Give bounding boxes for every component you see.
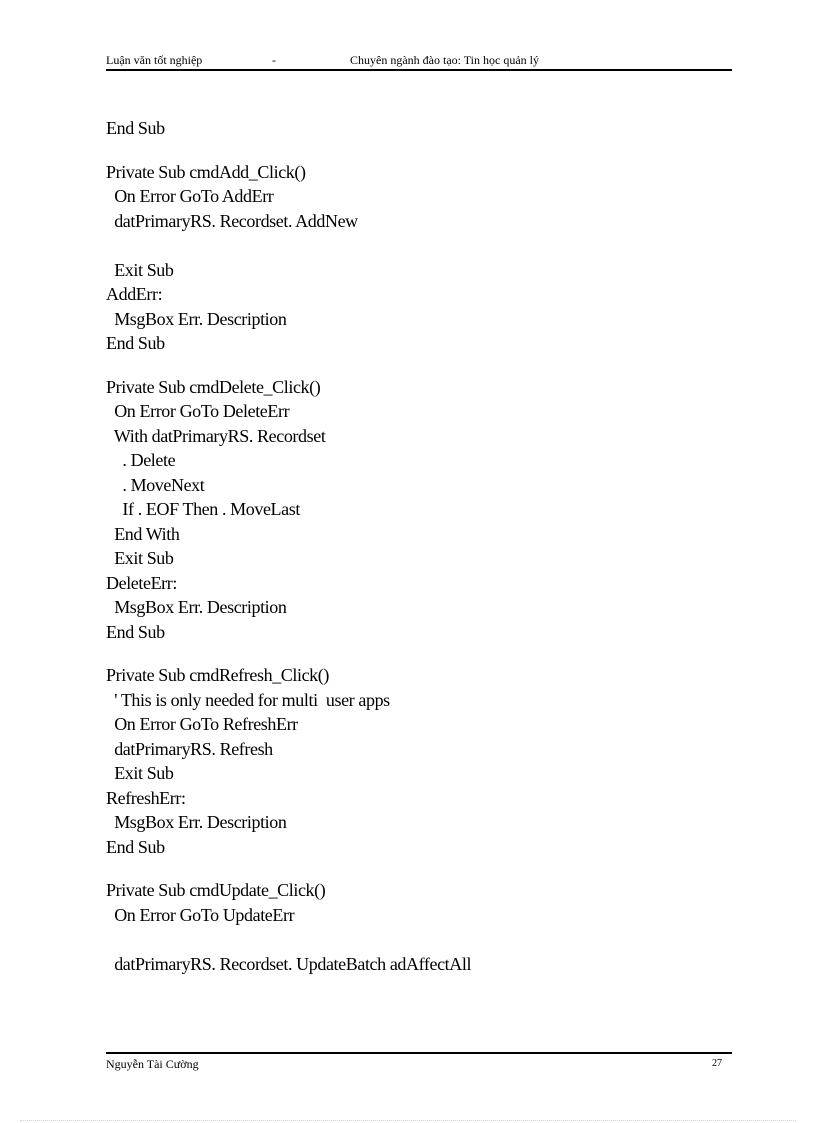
code-line: AddErr: xyxy=(106,284,163,304)
block-gap xyxy=(106,141,726,160)
code-block xyxy=(106,160,726,356)
code-line: Private Sub cmdDelete_Click() xyxy=(106,376,321,397)
code-block xyxy=(106,663,726,859)
code-line: . MoveNext xyxy=(106,474,205,495)
code-block xyxy=(106,116,726,141)
block-gap xyxy=(106,859,726,878)
header-major-label: Chuyên ngành đào tạo: Tin học quản lý xyxy=(350,53,539,67)
code-line: MsgBox Err. Description xyxy=(106,308,287,329)
page-edge-dotted-line xyxy=(20,1120,796,1121)
code-line: MsgBox Err. Description xyxy=(106,812,287,832)
header-rule xyxy=(106,69,732,71)
code-line: Exit Sub xyxy=(106,548,174,568)
code-line: Exit Sub xyxy=(106,259,174,280)
code-line: If . EOF Then . MoveLast xyxy=(106,499,300,519)
code-line: RefreshErr: xyxy=(106,787,186,808)
code-line: DeleteErr: xyxy=(106,572,177,593)
code-line: With datPrimaryRS. Recordset xyxy=(106,425,326,446)
code-block xyxy=(106,375,726,645)
code-line: Private Sub cmdUpdate_Click() xyxy=(106,880,326,900)
code-line: On Error GoTo UpdateErr xyxy=(106,904,295,925)
block-gap xyxy=(106,644,726,663)
code-line: End Sub xyxy=(106,333,165,353)
code-line: End With xyxy=(106,523,180,544)
code-line: On Error GoTo DeleteErr xyxy=(106,401,290,421)
code-block xyxy=(106,878,726,976)
code-line: Exit Sub xyxy=(106,763,174,783)
code-line: datPrimaryRS. Refresh xyxy=(106,738,273,759)
code-line: Private Sub cmdRefresh_Click() xyxy=(106,665,329,685)
page-number: 27 xyxy=(712,1058,722,1069)
header-thesis-label: Luận văn tốt nghiệp xyxy=(106,53,203,67)
footer-rule xyxy=(106,1052,732,1054)
code-listing xyxy=(106,116,726,976)
code-line xyxy=(106,927,726,952)
footer-author: Nguyễn Tài Cường xyxy=(106,1057,199,1071)
code-line: On Error GoTo RefreshErr xyxy=(106,714,298,734)
code-line: End Sub xyxy=(106,118,165,138)
code-line: End Sub xyxy=(106,621,165,642)
code-line: . Delete xyxy=(106,450,176,470)
code-line: On Error GoTo AddErr xyxy=(106,186,274,206)
code-line: Private Sub cmdAdd_Click() xyxy=(106,161,306,182)
code-line: End Sub xyxy=(106,836,165,857)
code-line xyxy=(106,233,726,258)
code-line: datPrimaryRS. Recordset. AddNew xyxy=(106,210,358,231)
header-separator: - xyxy=(272,53,276,67)
code-line: MsgBox Err. Description xyxy=(106,597,287,617)
block-gap xyxy=(106,356,726,375)
code-line: datPrimaryRS. Recordset. UpdateBatch adAffectAll xyxy=(106,953,472,974)
code-line: ' This is only needed for multi user apps xyxy=(106,689,390,710)
